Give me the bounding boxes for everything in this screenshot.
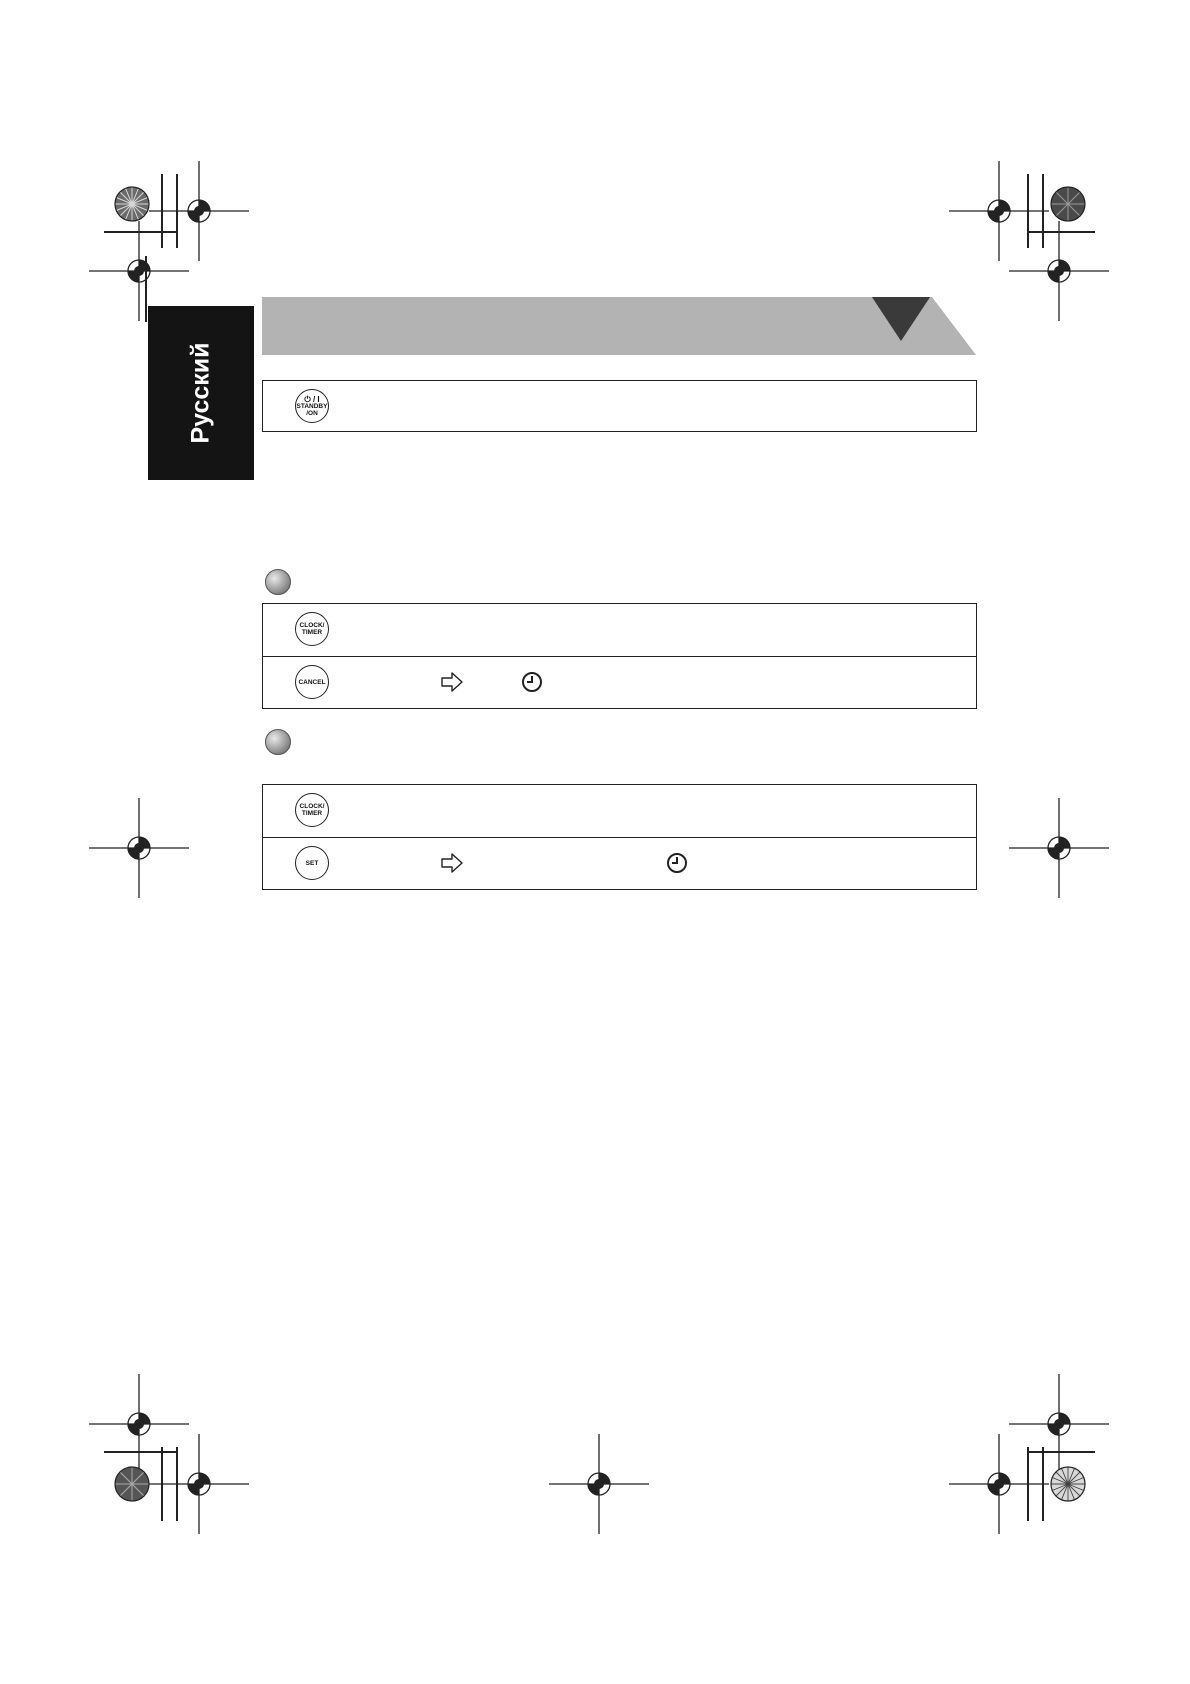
clock-timer-button[interactable]: CLOCK/ TIMER — [295, 612, 329, 646]
color-wheel-icon — [114, 1466, 150, 1502]
set-button[interactable]: SET — [295, 846, 329, 880]
clock-icon — [666, 852, 688, 874]
clock-icon — [521, 671, 543, 693]
section2-row-clock — [263, 785, 976, 837]
language-tab — [148, 306, 254, 480]
clock-timer-button[interactable]: CLOCK/ TIMER — [295, 793, 329, 827]
outline-arrow-right-icon — [441, 672, 463, 692]
color-wheel-icon — [1050, 1466, 1086, 1502]
section1-row-clock — [263, 604, 976, 656]
power-box — [262, 380, 977, 432]
section1-box — [262, 603, 977, 709]
color-wheel-icon — [114, 186, 150, 222]
section-bullet-1 — [265, 569, 291, 595]
cancel-button[interactable]: CANCEL — [295, 665, 329, 699]
section2-row-set — [263, 837, 976, 889]
color-wheel-icon — [1050, 186, 1086, 222]
language-label: Русский — [186, 342, 215, 444]
section1-row-cancel — [263, 656, 976, 708]
outline-arrow-right-icon — [441, 853, 463, 873]
section2-box — [262, 784, 977, 890]
power-icon: ⏻ / I — [304, 394, 320, 404]
standby-on-button[interactable]: ⏻ / I STANDBY /ON — [295, 389, 329, 423]
section-bullet-2 — [265, 729, 291, 755]
power-row — [263, 381, 976, 433]
header-banner — [262, 297, 982, 357]
